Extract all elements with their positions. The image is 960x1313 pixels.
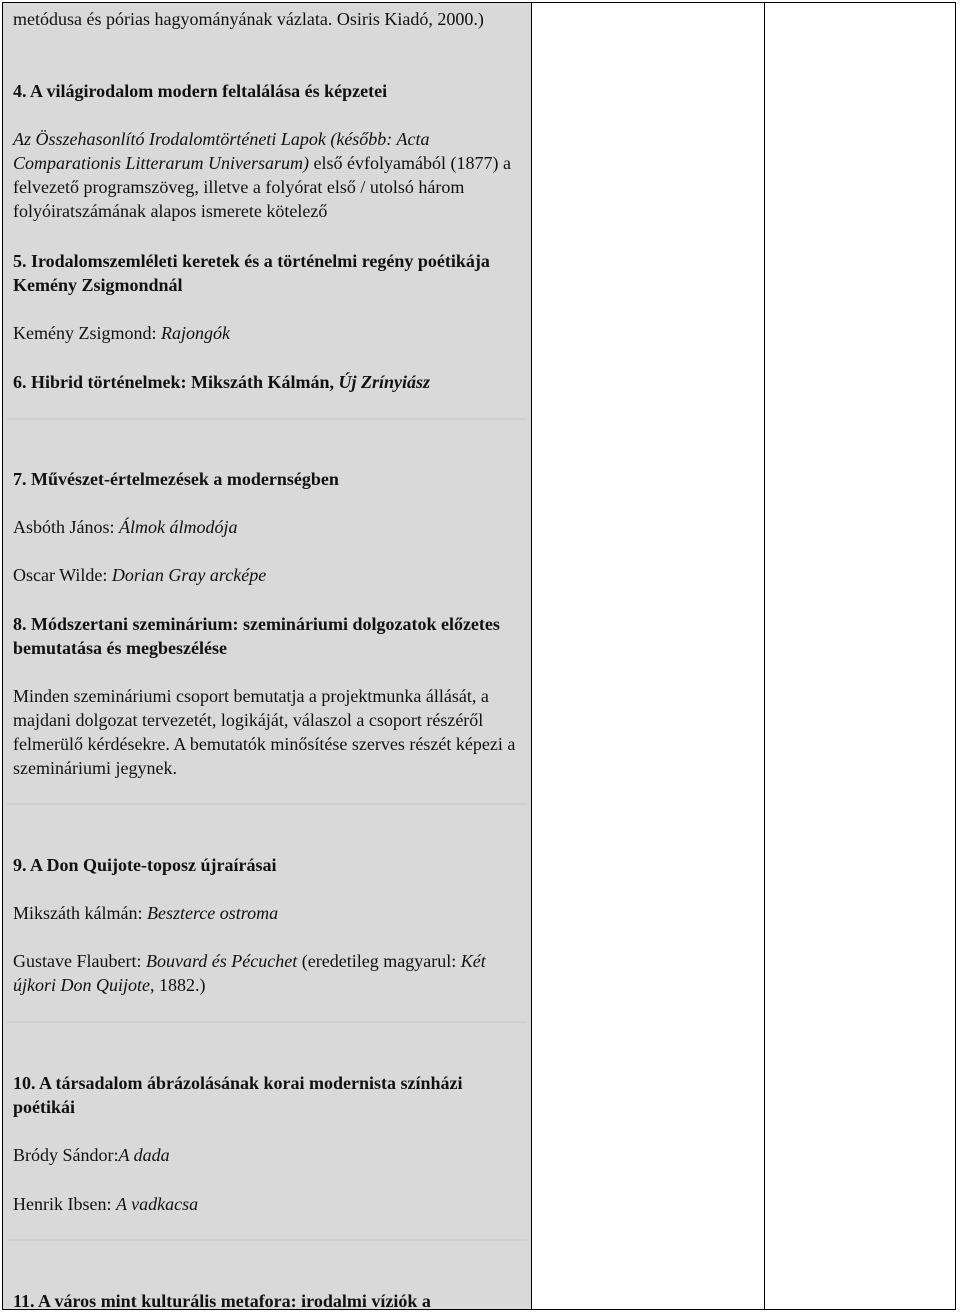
empty-cell-right [765,3,956,1310]
reading-author: Oscar Wilde: [13,565,112,585]
table-row [3,3,956,1310]
reading-title: Dorian Gray arcképe [111,565,267,585]
reading-title: Rajongók [160,323,230,343]
topic-7-heading: 7. Művészet-értelmezések a modernségben [13,469,339,489]
section-divider [7,418,527,420]
topic-4-journal-title: Az Összehasonlító Irodalomtörténeti Lapok (később: Acta Comparationis Litterarum Universarum) [13,129,430,173]
continuation-text: metódusa és pórias hagyományának vázlata. Osiris Kiadó, 2000.) [13,9,484,29]
topic-6-heading-prefix: 6. Hibrid történelmek: Mikszáth Kálmán, [13,372,339,392]
section-divider [7,1021,527,1023]
reading-author: Bródy Sándor: [13,1145,119,1165]
topic-9-reading-2 [13,949,523,997]
topic-5-heading: 5. Irodalomszemléleti keretek és a történelmi regény poétikája Kemény Zsigmondnál [13,251,490,295]
reading-title: A dada [118,1145,170,1165]
topics-content [3,3,531,1309]
reading-author: Gustave Flaubert: [13,951,146,971]
topic-7-reading-1 [13,515,523,539]
syllabus-table [2,2,956,1310]
topic-6-heading-title: Új Zrínyiász [338,372,430,392]
topic-4-heading: 4. A világirodalom modern feltalálása és képzetei [13,81,388,101]
topic-4-reading [13,127,523,223]
topic-9-heading: 9. A Don Quijote-toposz újraírásai [13,855,277,875]
topic-6-heading [13,370,523,394]
reading-author: Kemény Zsigmond: [13,323,161,343]
reading-author: Henrik Ibsen: [13,1194,116,1214]
topic-11-heading: 11. A város mint kulturális metafora: irodalmi víziók a [13,1291,431,1311]
topic-9-reading-1 [13,901,523,925]
reading-author: Mikszáth kálmán: [13,903,147,923]
topic-4-reading-rest: első évfolyamából (1877) a felvezető programszöveg, illetve a folyórat első / utolsó három folyóiratszámának alapos ismerete kötelező [13,153,511,221]
topic-8-heading: 8. Módszertani szeminárium: szemináriumi dolgozatok előzetes bemutatása és megbeszélése [13,614,500,658]
empty-cell-middle [532,3,765,1310]
section-divider [7,1239,527,1241]
topic-7-reading-2 [13,563,523,587]
section-divider [7,803,527,805]
reading-note-tail: , 1882.) [150,975,206,995]
topics-cell [3,3,532,1310]
topic-10-reading-2 [13,1192,523,1216]
topic-10-heading: 10. A társadalom ábrázolásának korai modernista színházi poétikái [13,1073,463,1117]
reading-alt-title: Két újkori Don Quijote [13,951,486,995]
topic-10-reading-1 [13,1143,523,1167]
topic-8-description: Minden szemináriumi csoport bemutatja a projektmunka állását, a majdani dolgozat tervezetét, logikáját, válaszol a csoport részéről felmerülő kérdésekre. A bemutatók minősítése szerves részét képezi a szemináriumi jegynek. [13,686,516,778]
reading-title: Álmok álmodója [119,517,238,537]
topic-5-reading [13,321,523,345]
reading-note: (eredetileg magyarul: [297,951,461,971]
reading-title: Beszterce ostroma [146,903,279,923]
reading-title: A vadkacsa [115,1194,199,1214]
reading-author: Asbóth János: [13,517,120,537]
reading-title: Bouvard és Pécuchet [145,951,298,971]
